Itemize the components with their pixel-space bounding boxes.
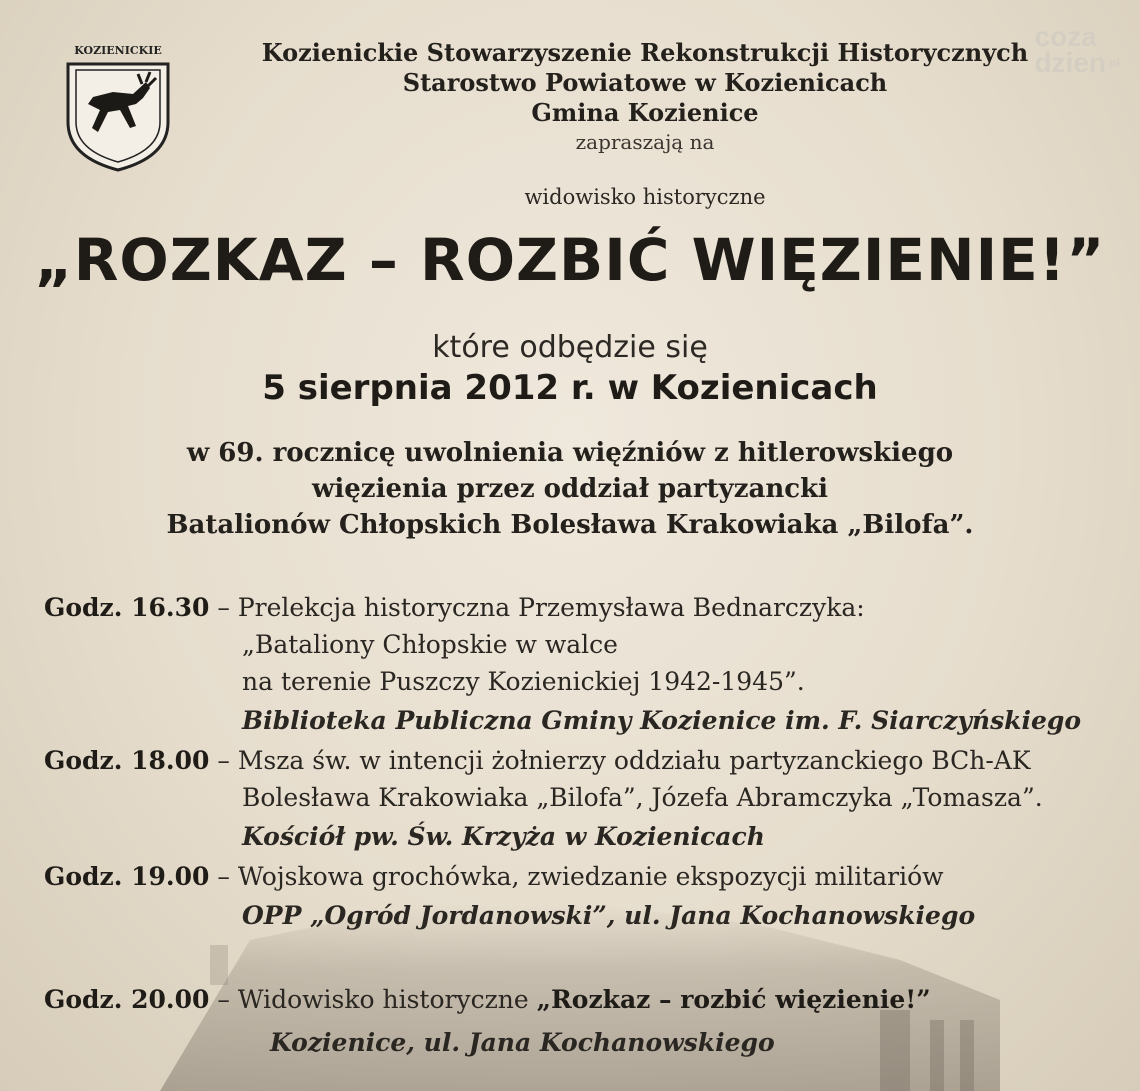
anniversary-line-3: Batalionów Chłopskich Bolesława Krakowiaka „Bilofa”. <box>166 510 974 540</box>
organizer-3: Gmina Kozienice <box>531 98 759 127</box>
schedule-item-2000 <box>44 985 931 1014</box>
schedule-dash: – <box>209 746 238 775</box>
event-title: „ROZKAZ – ROZBIĆ WIĘZIENIE!” <box>34 226 1106 294</box>
watermark-line2: dzien <box>1034 47 1106 78</box>
schedule-place: Biblioteka Publiczna Gminy Kozienice im. F. Siarczyńskiego <box>242 706 1082 735</box>
watermark-suffix: .pl <box>1106 56 1120 70</box>
logo-label: KOZIENICKIE <box>74 44 162 57</box>
schedule-desc: Prelekcja historyczna Przemysława Bednarczyka: <box>237 593 865 622</box>
anniversary-line-2: więzienia przez oddział partyzancki <box>312 474 828 504</box>
schedule-item-1800 <box>44 746 1031 775</box>
schedule-item-1630 <box>44 593 865 622</box>
schedule-desc-line: „Bataliony Chłopskie w walce <box>242 630 618 659</box>
logo-emblem <box>58 42 178 172</box>
schedule-place: Kościół pw. Św. Krzyża w Kozienicach <box>242 822 765 851</box>
schedule-item-1900 <box>44 862 944 891</box>
watermark-line1: coza <box>1034 21 1097 52</box>
schedule-time: Godz. 16.30 <box>44 593 210 622</box>
schedule-time: Godz. 19.00 <box>44 862 210 891</box>
event-date: 5 sierpnia 2012 r. w Kozienicach <box>262 368 878 408</box>
event-intro: które odbędzie się <box>432 330 708 365</box>
schedule-dash: – <box>209 985 238 1014</box>
schedule-desc-line: na terenie Puszczy Kozienickiej 1942-1945”. <box>242 667 805 696</box>
schedule-desc: Msza św. w intencji żołnierzy oddziału partyzanckiego BCh-AK <box>237 746 1031 775</box>
schedule-desc: Widowisko historyczne <box>237 985 537 1014</box>
schedule-place: Kozienice, ul. Jana Kochanowskiego <box>270 1028 775 1057</box>
schedule-dash: – <box>209 862 238 891</box>
genre-text: widowisko historyczne <box>524 185 766 209</box>
deer-emblem-icon <box>58 42 178 172</box>
schedule-highlight: „Rozkaz – rozbić więzienie!” <box>536 985 931 1014</box>
anniversary-line-1: w 69. rocznicę uwolnienia więźniów z hitlerowskiego <box>186 438 954 468</box>
organizer-1: Kozienickie Stowarzyszenie Rekonstrukcji Historycznych <box>261 38 1029 67</box>
organizer-2: Starostwo Powiatowe w Kozienicach <box>402 68 888 97</box>
schedule-time: Godz. 18.00 <box>44 746 210 775</box>
schedule-time: Godz. 20.00 <box>44 985 210 1014</box>
schedule-place: OPP „Ogród Jordanowski”, ul. Jana Kochanowskiego <box>242 901 976 930</box>
schedule-dash: – <box>209 593 238 622</box>
invite-text: zapraszają na <box>575 130 715 154</box>
schedule-desc-line: Bolesława Krakowiaka „Bilofa”, Józefa Abramczyka „Tomasza”. <box>242 783 1043 812</box>
schedule-desc: Wojskowa grochówka, zwiedzanie ekspozycji militariów <box>237 862 944 891</box>
